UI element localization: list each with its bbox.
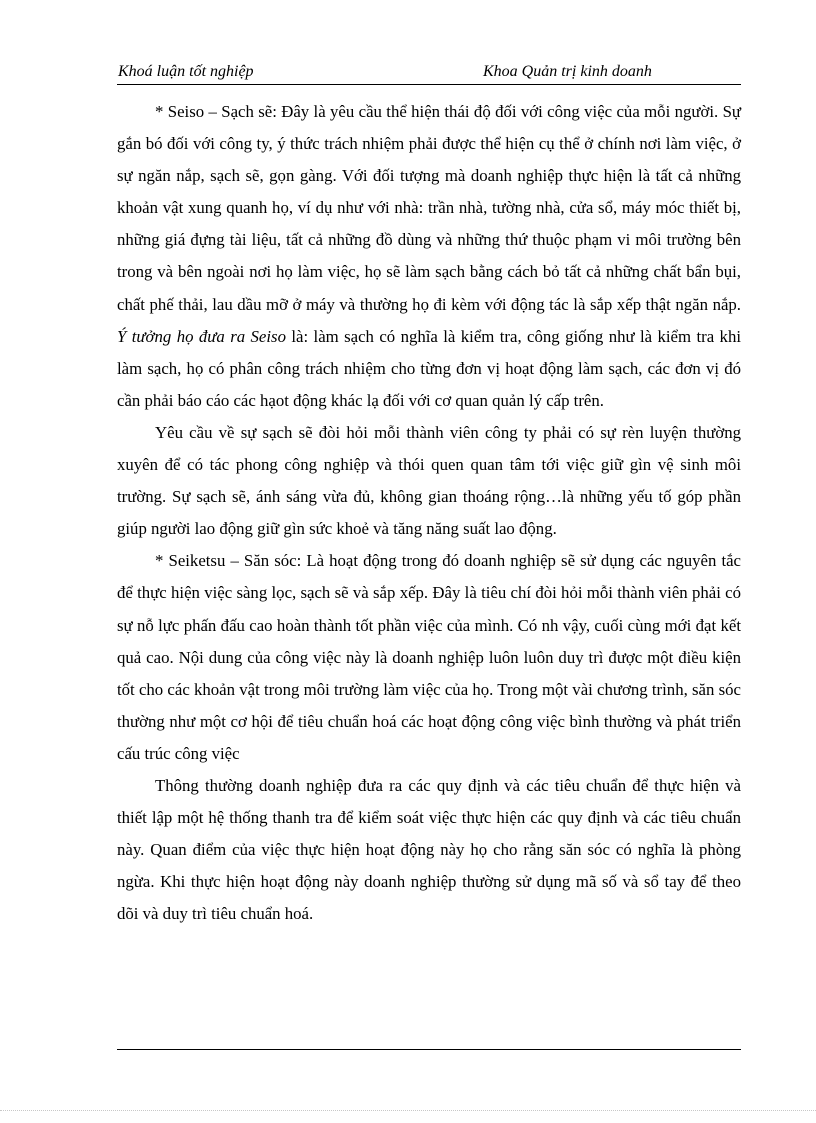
- footer-divider: [117, 1049, 741, 1050]
- paragraph-seiso-text-2: là: làm sạch có nghĩa là kiểm tra, công giống như là kiểm tra khi làm sạch, họ có phân công trách nhiệm cho từng đơn vị hoạt động làm sạch, các đơn vị đó cần phải báo cáo các hạot động khác lạ đối với cơ quan quản lý cấp trên.: [117, 326, 741, 410]
- paragraph-seiso-italic-phrase: Ý tưởng họ đưa ra Seiso: [117, 326, 286, 346]
- page-bottom-edge: [0, 1110, 816, 1111]
- paragraph-cleanliness-requirement: Yêu cầu về sự sạch sẽ đòi hỏi mỗi thành viên công ty phải có sự rèn luyện thường xuyên để có tác phong công nghiệp và thói quen quan tâm tới việc giữ gìn vệ sinh môi trường. Sự sạch sẽ, ánh sáng vừa đủ, không gian thoáng rộng…là những yếu tố góp phần giúp người lao động giữ gìn sức khoẻ và tăng năng suất lao động.: [117, 422, 741, 539]
- paragraph-standards: Thông thường doanh nghiệp đưa ra các quy định và các tiêu chuẩn để thực hiện và thiết lập một hệ thống thanh tra để kiểm soát việc thực hiện các quy định và các tiêu chuẩn này. Quan điểm của việc thực hiện hoạt động này họ cho rằng săn sóc có nghĩa là phòng ngừa. Khi thực hiện hoạt động này doanh nghiệp thường sử dụng mã số và sổ tay để theo dõi và duy trì tiêu chuẩn hoá.: [117, 775, 741, 924]
- header-thesis-title: Khoá luận tốt nghiệp: [118, 63, 254, 80]
- paragraph-seiketsu: * Seiketsu – Săn sóc: Là hoạt động trong đó doanh nghiệp sẽ sử dụng các nguyên tắc để thực hiện việc sàng lọc, sạch sẽ và sắp xếp. Đây là tiêu chí đòi hỏi mỗi thành viên phải có sự nỗ lực phấn đấu cao hoàn thành tốt phần việc của mình. Có nh vậy, cuối cùng mới đạt kết quả cao. Nội dung của công việc này là doanh nghiệp luôn luôn duy trì được một điều kiện tốt cho các khoản vật trong môi trường làm việc của họ. Trong một vài chương trình, săn sóc thường như một cơ hội để tiêu chuẩn hoá các hoạt động công việc bình thường và phát triển cấu trúc công việc: [117, 551, 741, 763]
- paragraph-seiso: [117, 96, 741, 417]
- paragraph-seiso-text-1: * Seiso – Sạch sẽ: Đây là yêu cầu thể hiện thái độ đối với công việc của mỗi người. Sự gắn bó đối với công ty, ý thức trách nhiệm phải được thể hiện cụ thể ở chính nơi làm việc, ở sự ngăn nắp, sạch sẽ, gọn gàng. Với đối tượng mà doanh nghiệp thực hiện là tất cả những khoản vật xung quanh họ, ví dụ như với nhà: trần nhà, tường nhà, cửa sổ, máy móc thiết bị, những giá đựng tài liệu, tất cả những đồ dùng và những thứ thuộc phạm vi môi trường bên trong và bên ngoài nơi họ làm việc, họ sẽ làm sạch bằng cách bỏ tất cả những chất bẩn bụi, chất phế thải, lau dầu mỡ ở máy và thường họ đi kèm với động tác là sắp xếp thật ngăn nắp.: [117, 102, 741, 314]
- header-faculty-name: Khoa Quản trị kinh doanh: [483, 63, 652, 80]
- page-header: [117, 62, 741, 85]
- document-body: [117, 96, 741, 930]
